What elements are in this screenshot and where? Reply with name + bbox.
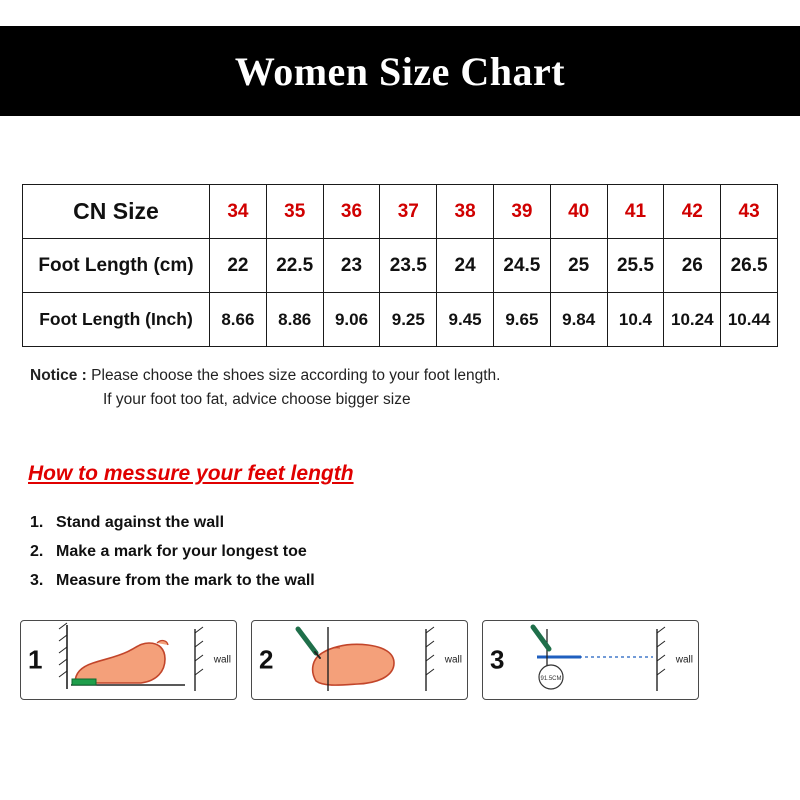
foot-length-cm-41: 25.5 <box>607 239 664 293</box>
cn-size-36: 36 <box>323 185 380 239</box>
cn-size-34: 34 <box>210 185 267 239</box>
cn-size-35: 35 <box>266 185 323 239</box>
cn-size-42: 42 <box>664 185 721 239</box>
size-table-wrapper <box>22 184 778 347</box>
foot-against-wall-icon <box>45 621 235 699</box>
how-to-steps <box>30 508 630 595</box>
row-label-foot-length-cm: Foot Length (cm) <box>23 239 210 293</box>
foot-length-cm-36: 23 <box>323 239 380 293</box>
foot-length-cm-35: 22.5 <box>266 239 323 293</box>
foot-length-inch-38: 9.45 <box>437 293 494 347</box>
foot-length-inch-35: 8.86 <box>266 293 323 347</box>
notice-label: Notice : <box>30 367 87 384</box>
size-table <box>22 184 778 347</box>
row-label-foot-length-inch: Foot Length (Inch) <box>23 293 210 347</box>
table-row <box>23 239 778 293</box>
page-title: Women Size Chart <box>234 48 566 94</box>
notice-block <box>30 364 770 412</box>
cn-size-43: 43 <box>721 185 778 239</box>
cn-size-38: 38 <box>437 185 494 239</box>
table-row <box>23 185 778 239</box>
foot-length-inch-40: 9.84 <box>550 293 607 347</box>
panel-step-1 <box>20 620 237 700</box>
row-label-cn-size: CN Size <box>23 185 210 239</box>
notice-line-1 <box>30 364 770 388</box>
svg-text:91.5CM: 91.5CM <box>540 676 562 682</box>
wall-label: wall <box>213 654 231 666</box>
illustration-panels <box>20 620 780 702</box>
notice-line-2: If your foot too fat, advice choose bigger size <box>103 391 411 409</box>
foot-length-cm-37: 23.5 <box>380 239 437 293</box>
step-text: Make a mark for your longest toe <box>56 543 307 560</box>
foot-length-inch-37: 9.25 <box>380 293 437 347</box>
header-banner <box>0 26 800 116</box>
panel-number: 2 <box>259 644 274 675</box>
step-item <box>30 566 630 595</box>
foot-length-cm-39: 24.5 <box>493 239 550 293</box>
foot-length-cm-43: 26.5 <box>721 239 778 293</box>
wall-label: wall <box>444 654 462 666</box>
table-row <box>23 293 778 347</box>
step-number: 1. <box>30 514 44 531</box>
panel-number: 3 <box>490 644 505 675</box>
panel-step-2 <box>251 620 468 700</box>
notice-text-1: Please choose the shoes size according to your foot length. <box>91 367 501 384</box>
foot-length-cm-40: 25 <box>550 239 607 293</box>
foot-length-inch-36: 9.06 <box>323 293 380 347</box>
foot-length-inch-34: 8.66 <box>210 293 267 347</box>
step-text: Measure from the mark to the wall <box>56 572 315 589</box>
footer-whitespace <box>0 720 800 800</box>
how-to-measure-heading: How to messure your feet length <box>28 462 354 485</box>
foot-mark-pen-icon <box>276 621 466 699</box>
foot-length-inch-43: 10.44 <box>721 293 778 347</box>
panel-step-3 <box>482 620 699 700</box>
step-item <box>30 537 630 566</box>
foot-length-inch-41: 10.4 <box>607 293 664 347</box>
step-number: 2. <box>30 543 44 560</box>
cn-size-37: 37 <box>380 185 437 239</box>
step-item <box>30 508 630 537</box>
foot-length-cm-34: 22 <box>210 239 267 293</box>
cn-size-39: 39 <box>493 185 550 239</box>
ruler-measure-icon <box>507 621 697 699</box>
step-text: Stand against the wall <box>56 514 225 531</box>
foot-length-cm-42: 26 <box>664 239 721 293</box>
cn-size-41: 41 <box>607 185 664 239</box>
foot-length-cm-38: 24 <box>437 239 494 293</box>
panel-number: 1 <box>28 644 43 675</box>
wall-label: wall <box>675 654 693 666</box>
step-number: 3. <box>30 572 44 589</box>
foot-length-inch-42: 10.24 <box>664 293 721 347</box>
cn-size-40: 40 <box>550 185 607 239</box>
foot-length-inch-39: 9.65 <box>493 293 550 347</box>
